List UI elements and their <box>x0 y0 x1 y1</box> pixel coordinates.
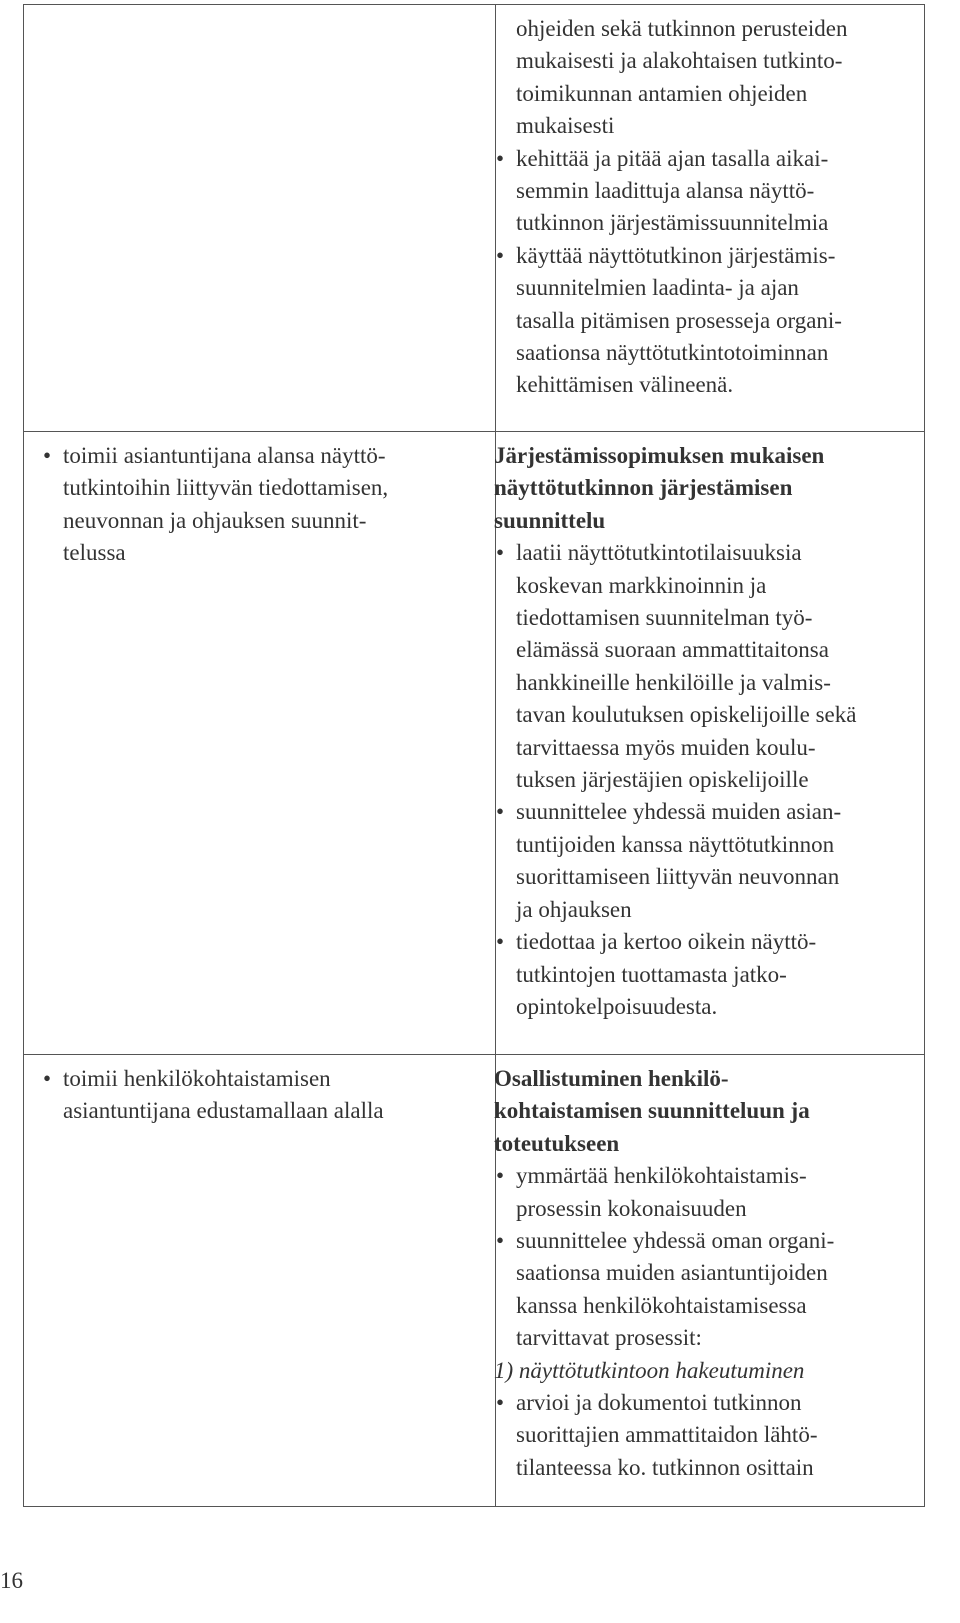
text-line: tarvittavat prosessit: <box>516 1325 702 1351</box>
text-line: suorittajien ammattitaidon lähtö- <box>516 1422 818 1448</box>
text-line: suunnitelmien laadinta- ja ajan <box>516 275 799 301</box>
section-heading: Järjestämissopimuksen mukaisen <box>494 443 825 468</box>
bullet-icon: • <box>496 929 505 955</box>
text-line: telussa <box>63 540 126 566</box>
text-line: tutkintojen tuottamasta jatko- <box>516 961 787 987</box>
text-line: tilanteessa ko. tutkinnon osittain <box>516 1454 814 1480</box>
row2-left-cell <box>41 440 388 570</box>
text-line: tuksen järjestäjien opiskelijoille <box>516 767 809 793</box>
bullet-icon: • <box>496 1390 505 1416</box>
section-heading: Osallistuminen henkilö- <box>494 1066 729 1091</box>
text-line: tasalla pitämisen prosesseja organi- <box>516 307 842 333</box>
row-divider <box>24 1054 924 1055</box>
list-item: • suunnittelee yhdessä muiden asian- <box>494 796 856 828</box>
list-item: • suunnittelee yhdessä oman organi- <box>494 1225 834 1257</box>
text-line: semmin laadittuja alansa näyttö- <box>516 178 815 204</box>
text-line: mukaisesti ja alakohtaisen tutkinto- <box>516 48 843 74</box>
text-line: asiantuntijana edustamallaan alalla <box>63 1098 384 1124</box>
text-line: koskevan markkinoinnin ja <box>516 572 767 598</box>
section-heading: suunnittelu <box>494 507 606 533</box>
row3-right-cell <box>494 1063 834 1484</box>
text-line: toimikunnan antamien ohjeiden <box>516 80 808 106</box>
list-item: • kehittää ja pitää ajan tasalla aikai- <box>494 143 848 175</box>
text-line: kanssa henkilökohtaistamisessa <box>516 1292 807 1318</box>
list-item: • ymmärtää henkilökohtaistamis- <box>494 1160 834 1192</box>
list-item: • toimii asiantuntijana alansa näyttö- <box>41 440 388 472</box>
bullet-icon: • <box>496 540 505 566</box>
section-heading: näyttötutkinnon järjestämisen <box>494 475 793 501</box>
text-line: tuntijoiden kanssa näyttötutkinnon <box>516 831 835 857</box>
text-line: tutkinnon järjestämissuunnitelmia <box>516 210 829 236</box>
text-line: kehittämisen välineenä. <box>516 372 734 398</box>
list-item: • tiedottaa ja kertoo oikein näyttö- <box>494 926 856 958</box>
text-line: prosessin kokonaisuuden <box>516 1195 747 1221</box>
section-heading: kohtaistamisen suunnitteluun ja <box>494 1098 810 1124</box>
bullet-icon: • <box>496 1228 505 1254</box>
row-divider <box>24 431 924 432</box>
text-line: tiedottamisen suunnitelman työ- <box>516 605 813 631</box>
bullet-icon: • <box>496 799 505 825</box>
text-line: suorittamiseen liittyvän neuvonnan <box>516 864 840 890</box>
text-line: hankkineille henkilöille ja valmis- <box>516 669 831 695</box>
row2-right-cell <box>494 440 856 1023</box>
list-item: • arvioi ja dokumentoi tutkinnon <box>494 1387 834 1419</box>
text-line: neuvonnan ja ohjauksen suunnit- <box>63 507 367 533</box>
numbered-subheading: 1) näyttötutkintoon hakeutuminen <box>494 1357 805 1383</box>
text-line: tarvittaessa myös muiden koulu- <box>516 734 816 760</box>
list-item: • toimii henkilökohtaistamisen <box>41 1063 384 1095</box>
list-item: • laatii näyttötutkintotilaisuuksia <box>494 537 856 569</box>
text-line: saationsa muiden asiantuntijoiden <box>516 1260 828 1286</box>
bullet-icon: • <box>496 1163 505 1189</box>
text-line: ja ohjauksen <box>516 896 632 922</box>
row3-left-cell <box>41 1063 384 1128</box>
text-line: saationsa näyttötutkintotoiminnan <box>516 340 829 366</box>
text-line: mukaisesti <box>516 113 615 139</box>
text-line: ohjeiden sekä tutkinnon perusteiden <box>516 16 848 41</box>
list-item: • käyttää näyttötutkinon järjestämis- <box>494 240 848 272</box>
bullet-icon: • <box>496 242 505 268</box>
text-line: elämässä suoraan ammattitaitonsa <box>516 637 829 663</box>
bullet-icon: • <box>43 1066 52 1091</box>
bullet-icon: • <box>43 443 52 468</box>
bullet-icon: • <box>496 145 505 171</box>
page-number: 16 <box>0 1568 23 1593</box>
text-line: tutkintoihin liittyvän tiedottamisen, <box>63 475 389 501</box>
text-line: tavan koulutuksen opiskelijoille sekä <box>516 702 857 728</box>
text-line: opintokelpoisuudesta. <box>516 993 718 1019</box>
section-heading: toteutukseen <box>494 1130 620 1156</box>
row1-right-cell <box>494 13 848 402</box>
